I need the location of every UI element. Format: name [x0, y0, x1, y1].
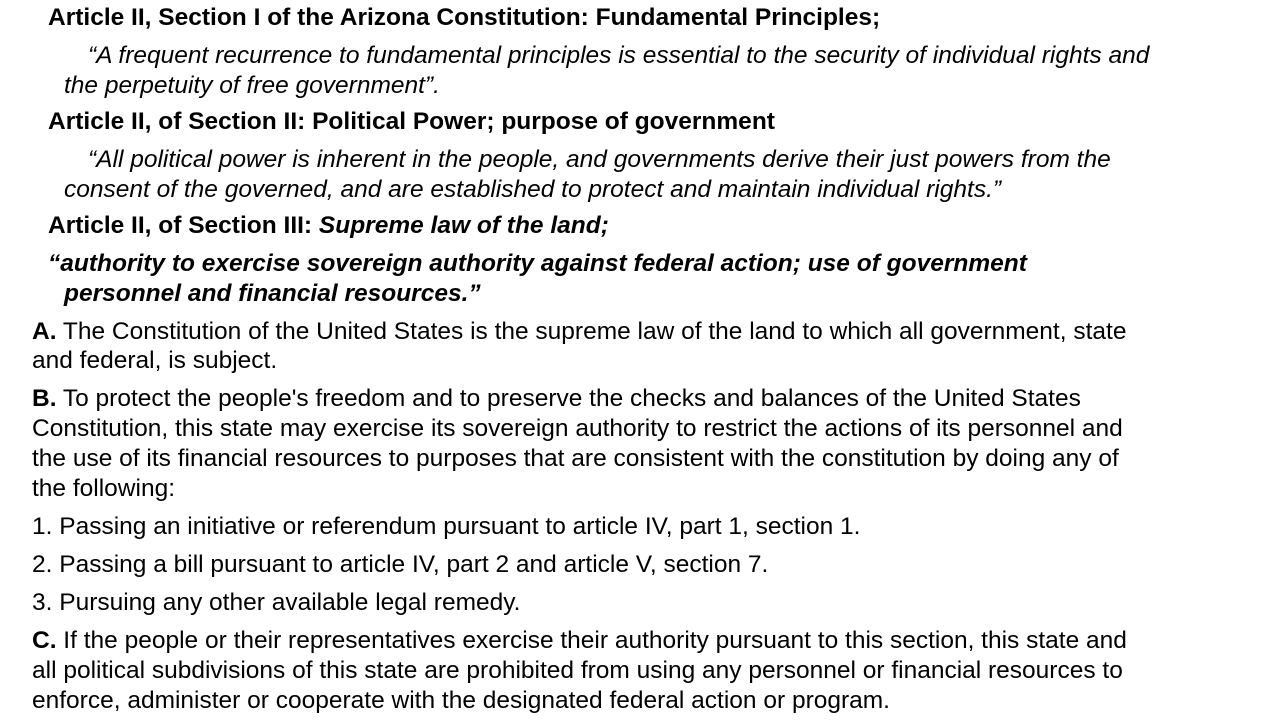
paragraph-c-label: C.: [32, 627, 57, 654]
paragraph-c-line3: enforce, administer or cooperate with the designated federal action or program.: [32, 687, 890, 714]
section3-heading: [48, 211, 609, 241]
paragraph-b-line2: Constitution, this state may exercise its sovereign authority to restrict the actions of its personnel and: [32, 415, 1123, 442]
paragraph-b-text: To protect the people's freedom and to preserve the checks and balances of the United States: [56, 385, 1081, 412]
section1-quote-line2: the perpetuity of free government”.: [64, 72, 440, 99]
section3-quote-line1: “authority to exercise sovereign authority against federal action; use of government: [48, 250, 1027, 277]
paragraph-b-line1: [32, 384, 1081, 414]
paragraph-b-line4: the following:: [32, 475, 176, 502]
paragraph-a-text: The Constitution of the United States is the supreme law of the land to which all government, state: [56, 318, 1127, 345]
list-item: 3. Pursuing any other available legal remedy.: [32, 589, 521, 616]
section2-heading: Article II, of Section II: Political Power; purpose of government: [48, 108, 775, 135]
paragraph-a-label: A.: [32, 318, 57, 345]
section2-quote-line2: consent of the governed, and are established to protect and maintain individual rights.”: [64, 176, 1002, 203]
paragraph-c-line1: [32, 626, 1127, 656]
section3-heading-italic: Supreme law of the land;: [318, 212, 609, 239]
section3-quote-line2: personnel and financial resources.”: [64, 280, 481, 307]
paragraph-b-line3: the use of its financial resources to purposes that are consistent with the constitution by doing any of: [32, 445, 1119, 472]
paragraph-a-line2: and federal, is subject.: [32, 347, 278, 374]
section3-heading-prefix: Article II, of Section III:: [48, 212, 319, 239]
paragraph-a-line1: [32, 317, 1126, 347]
paragraph-c-line2: all political subdivisions of this state are prohibited from using any personnel or financial resources to: [32, 657, 1123, 684]
section1-quote-line1: “A frequent recurrence to fundamental principles is essential to the security of individual rights and: [88, 42, 1150, 69]
list-item: 1. Passing an initiative or referendum pursuant to article IV, part 1, section 1.: [32, 513, 861, 540]
paragraph-c-text: If the people or their representatives exercise their authority pursuant to this section, this state and: [56, 627, 1127, 654]
list-item: 2. Passing a bill pursuant to article IV, part 2 and article V, section 7.: [32, 551, 769, 578]
section2-quote-line1: “All political power is inherent in the people, and governments derive their just powers from the: [88, 146, 1111, 173]
paragraph-b-label: B.: [32, 385, 57, 412]
section1-heading: Article II, Section I of the Arizona Constitution: Fundamental Principles;: [48, 4, 881, 31]
